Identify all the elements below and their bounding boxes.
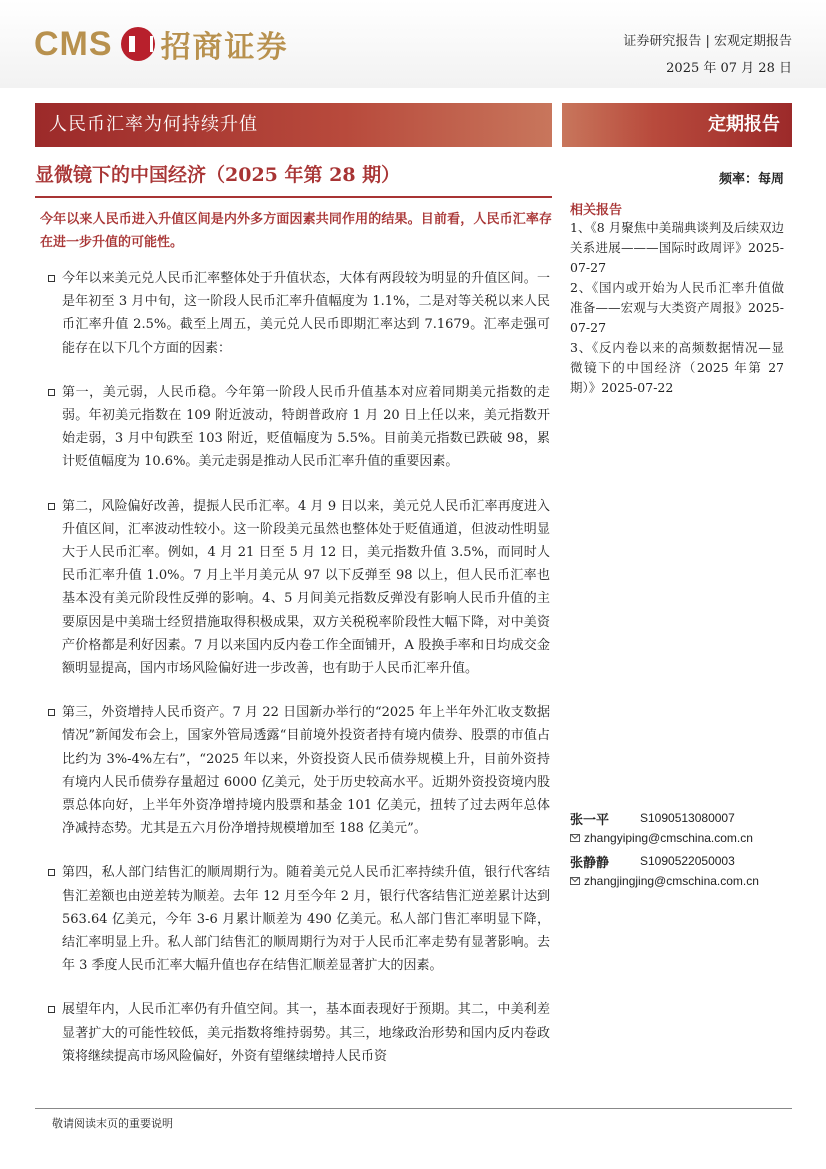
footer-divider <box>35 1108 792 1109</box>
related-report-link[interactable]: 2、《国内或开始为人民币汇率升值做准备——宏观与大类资产周报》2025-07-27 <box>570 280 784 335</box>
footer-note: 敬请阅读末页的重要说明 <box>52 1117 173 1130</box>
body-paragraph: 第一，美元弱，人民币稳。今年第一阶段人民币升值基本对应着同期美元指数的走弱。年初美元指数在 109 附近波动，特朗普政府 1 月 20 日上任以来，美元指数开始走弱，3 月中旬跌至 103 附近，贬值幅度为 5.5%。目前美元指数已跌破 98，累计贬值幅度为 10.6%。美元走弱是推动人民币汇率升值的重要因素。 <box>48 381 550 474</box>
analyst-info <box>570 808 784 894</box>
analyst-email[interactable]: zhangjingjing@cmschina.com.cn <box>584 874 759 888</box>
report-body <box>48 267 550 1089</box>
body-paragraph: 展望年内，人民币汇率仍有升值空间。其一，基本面表现好于预期。其二，中美利差显著扩大的可能性较低，美元指数将维持弱势。其三，地缘政治形势和国内反内卷政策将继续提高市场风险偏好，外资有望继续增持人民币资 <box>48 998 550 1068</box>
report-title: 人民币汇率为何持续升值 <box>35 103 552 147</box>
email-icon <box>570 834 580 842</box>
analyst-card <box>570 851 784 891</box>
lead-summary: 今年以来人民币进入升值区间是内外多方面因素共同作用的结果。目前看，人民币汇率存在进一步升值的可能性。 <box>40 212 552 250</box>
report-type: 定期报告 <box>562 103 792 147</box>
analyst-license: S1090513080007 <box>640 811 735 825</box>
logo-cn-text: 招商证券 <box>160 30 289 65</box>
related-report-link[interactable]: 1、《8 月聚焦中美瑞典谈判及后续双边关系进展———国际时政周评》2025-07-27 <box>570 220 784 275</box>
body-paragraph: 今年以来美元兑人民币汇率整体处于升值状态，大体有两段较为明显的升值区间。一是年初至 3 月中旬，这一阶段人民币汇率升值幅度为 1.1%，二是对等关税以来人民币汇率升值 2.5%。截至上周五，美元兑人民币即期汇率达到 7.1679。汇率走强可能存在以下几个方面的因素： <box>48 267 550 360</box>
body-paragraph: 第三，外资增持人民币资产。7 月 22 日国新办举行的“2025 年上半年外汇收支数据情况”新闻发布会上，国家外管局透露“目前境外投资者持有境内债券、股票的市值占比约为 3%-4%左右”，“2025 年以来，外资投资人民币债券规模上升，目前外资持有境内人民币债券存量超过 6000 亿美元，处于历史较高水平。近期外资投资境内股票总体向好，上半年外资净增持境内股票和基金 101 亿美元，扭转了过去两年总体净减持态势。尤其是五六月份净增持规模增加至 188 亿美元”。 <box>48 701 550 840</box>
square-bullet-icon <box>48 869 55 876</box>
related-report-link[interactable]: 3、《反内卷以来的高频数据情况—显微镜下的中国经济（2025 年第 27 期）》2025-07-22 <box>570 340 784 395</box>
related-reports <box>570 199 784 398</box>
square-bullet-icon <box>48 503 55 510</box>
analyst-card <box>570 808 784 848</box>
square-bullet-icon <box>48 1006 55 1013</box>
report-date: 2025 年 07 月 28 日 <box>666 61 792 76</box>
analyst-email[interactable]: zhangyiping@cmschina.com.cn <box>584 831 753 845</box>
subtitle-divider <box>35 196 552 198</box>
square-bullet-icon <box>48 709 55 716</box>
analyst-license: S1090522050003 <box>640 854 735 868</box>
company-logo <box>34 22 289 66</box>
frequency-label: 频率：每周 <box>718 172 784 187</box>
body-paragraph: 第二，风险偏好改善，提振人民币汇率。4 月 9 日以来，美元兑人民币汇率再度进入升值区间，汇率波动性较小。这一阶段美元虽然也整体处于贬值通道，但波动性明显大于人民币汇率。例如，4 月 21 日至 5 月 12 日，美元指数升值 3.5%，而同时人民币汇率升值 1.0%。7 月上半月美元从 97 以下反弹至 98 以上，但人民币汇率也基本没有美元阶段性反弹的影响。4、5 月间美元指数反弹没有影响人民币升值的主要原因是中美瑞士经贸措施取得积极成果，双方关税税率阶段性大幅下降，对中美资产价格都是利好因素。7 月以来国内反内卷工作全面铺开，A 股换手率和日均成交金额明显提高，国内市场风险偏好进一步改善，也有助于人民币汇率升值。 <box>48 495 550 681</box>
email-icon <box>570 877 580 885</box>
report-subtitle: 显微镜下的中国经济（2025 年第 28 期） <box>35 164 401 186</box>
square-bullet-icon <box>48 389 55 396</box>
analyst-name: 张静静 <box>570 855 610 871</box>
analyst-name: 张一平 <box>570 812 610 828</box>
logo-cms-text: CMS <box>34 24 113 63</box>
report-category: 证券研究报告 | 宏观定期报告 <box>623 34 792 49</box>
related-heading: 相关报告 <box>570 203 623 218</box>
body-paragraph: 第四，私人部门结售汇的顺周期行为。随着美元兑人民币汇率持续升值，银行代客结售汇差额也由逆差转为顺差。去年 12 月至今年 2 月，银行代客结售汇逆差累计达到 563.64 亿美元，今年 3-6 月累计顺差为 490 亿美元。私人部门售汇率明显下降，结汇率明显上升。私人部门结售汇的顺周期行为对于人民币汇率走势有显著影响。去年 3 季度人民币汇率大幅升值也存在结售汇顺差显著扩大的因素。 <box>48 861 550 977</box>
logo-mark-icon <box>121 27 155 61</box>
header-info <box>623 30 792 76</box>
square-bullet-icon <box>48 275 55 282</box>
